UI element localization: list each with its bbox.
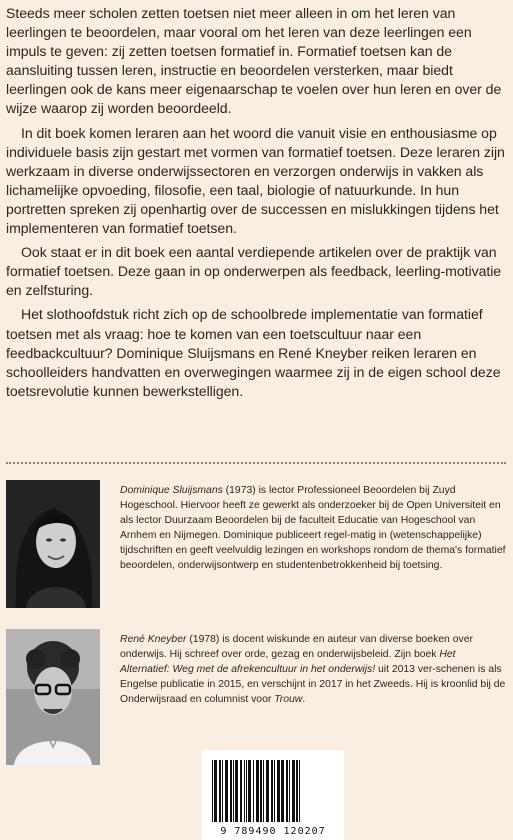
barcode-bar — [246, 760, 247, 822]
barcode-bar — [225, 760, 228, 822]
book-title: Het Alternatief: Weg met de afrekencultuur in het onderwijs! — [120, 649, 456, 675]
barcode-bars — [210, 760, 336, 822]
barcode-bar — [214, 760, 217, 822]
barcode-bar — [219, 760, 221, 822]
author-bio-kneyber — [120, 632, 506, 707]
barcode-bar — [271, 760, 273, 822]
barcode-bar — [289, 760, 290, 822]
barcode-bar — [256, 760, 259, 822]
author-photo-kneyber — [6, 629, 100, 765]
dotted-divider — [6, 462, 506, 464]
author-photo-sluijsmans — [6, 480, 100, 608]
back-cover-blurb — [6, 4, 509, 406]
author-name-sluijsmans: Dominique Sluijsmans — [120, 485, 223, 496]
barcode-bar — [263, 760, 264, 822]
blurb-paragraph-3: Ook staat er in dit boek een aantal verdiepende artikelen over de praktijk van formatief toetsen. Deze gaan in op onderwerpen als feedback, leerling-motivatie en zelfsturing. — [6, 244, 502, 299]
barcode-bar — [233, 760, 234, 822]
barcode-bar — [286, 760, 288, 822]
blurb-paragraph-4: Het slothoofdstuk richt zich op de schoolbrede implementatie van formatief toetsen met als vraag: hoe te komen van een toetscultuur naar een feedbackcultuur? Dominique Sluijsmans en René Kneyber reiken leraren en schoolleiders handvatten en overwegingen waarmee zij in de eigen school deze toetsrevolutie kunnen bewerkstelligen. — [6, 306, 501, 399]
author-bio-text: (1973) is lector Professioneel Beoordelen bij Zuyd Hogeschool. Hiervoor heeft ze gewerkt als onderzoeker bij de Open Universiteit en als lector Duurzaam Beoordelen bij de faculteit Educatie van Hogeschool van Arnhem en Nijmegen. Dominique publiceert regel-matig in (wetenschappelijke) tijdschriften en geeft veelvuldig lezingen en workshops rondom de thema's formatief beoordelen, onderwijsontwerp en studentenbetrokkenheid bij toetsing. — [120, 485, 506, 571]
newspaper-name: Trouw — [274, 694, 303, 705]
barcode-bar — [277, 760, 280, 822]
barcode-bar — [296, 760, 298, 822]
barcode-bar — [212, 760, 213, 822]
barcode-bar — [281, 760, 284, 822]
author-bio-text-a: (1978) is docent wiskunde en auteur van diverse boeken over onderwijs. Hij schreef over orde, gezag en onderwijsbeleid. Zijn boek — [120, 634, 473, 660]
barcode-bar — [260, 760, 262, 822]
barcode-bar — [244, 760, 245, 822]
barcode-bar — [266, 760, 269, 822]
barcode-bar — [240, 760, 242, 822]
barcode-bar — [299, 760, 300, 822]
barcode-bar — [222, 760, 223, 822]
barcode-bar — [292, 760, 295, 822]
author-bio-text-b: uit 2013 ver-schenen is als Engelse publicatie in 2015, en verschijnt in 2017 in het Zweeds. Hij is kroonlid bij de Onderwijsraad en columnist voor — [120, 664, 506, 705]
blurb-paragraph-2: In dit boek komen leraren aan het woord die vanuit visie en enthousiasme op individuele basis zijn gestart met vormen van formatief toetsen. Deze leraren zijn werkzaam in diverse onderwijssectoren en verzorgen onderwijs in vakken als lichamelijke opvoeding, filosofie, een taal, biologie of natuurkunde. In hun portretten spreken zij openhartig over de successen en mislukkingen tijdens het implementeren van formatief toetsen. — [6, 124, 505, 237]
author-name-kneyber: René Kneyber — [120, 634, 187, 645]
author-bio-sluijsmans — [120, 483, 506, 573]
barcode-bar — [274, 760, 275, 822]
barcode-bar — [248, 760, 251, 822]
blurb-paragraph-1: Steeds meer scholen zetten toetsen niet meer alleen in om het leren van leerlingen te beoordelen, maar vooral om het leren van deze leerlingen een impuls te geven: zij zetten toetsen formatief in. Formatief toetsen kan de aansluiting tussen leren, instructie en beoordelen versterken, maar biedt leerlingen ook de kans meer eigenaarschap te voelen over hun leren en over de wijze waarop zij worden beoordeeld. — [6, 5, 502, 117]
barcode-bar — [235, 760, 238, 822]
author-bio-text-c: . — [302, 694, 306, 705]
barcode-bar — [253, 760, 254, 822]
isbn-barcode — [202, 750, 344, 840]
barcode-bar — [230, 760, 232, 822]
isbn-number: 9 789490 120207 — [220, 826, 326, 837]
